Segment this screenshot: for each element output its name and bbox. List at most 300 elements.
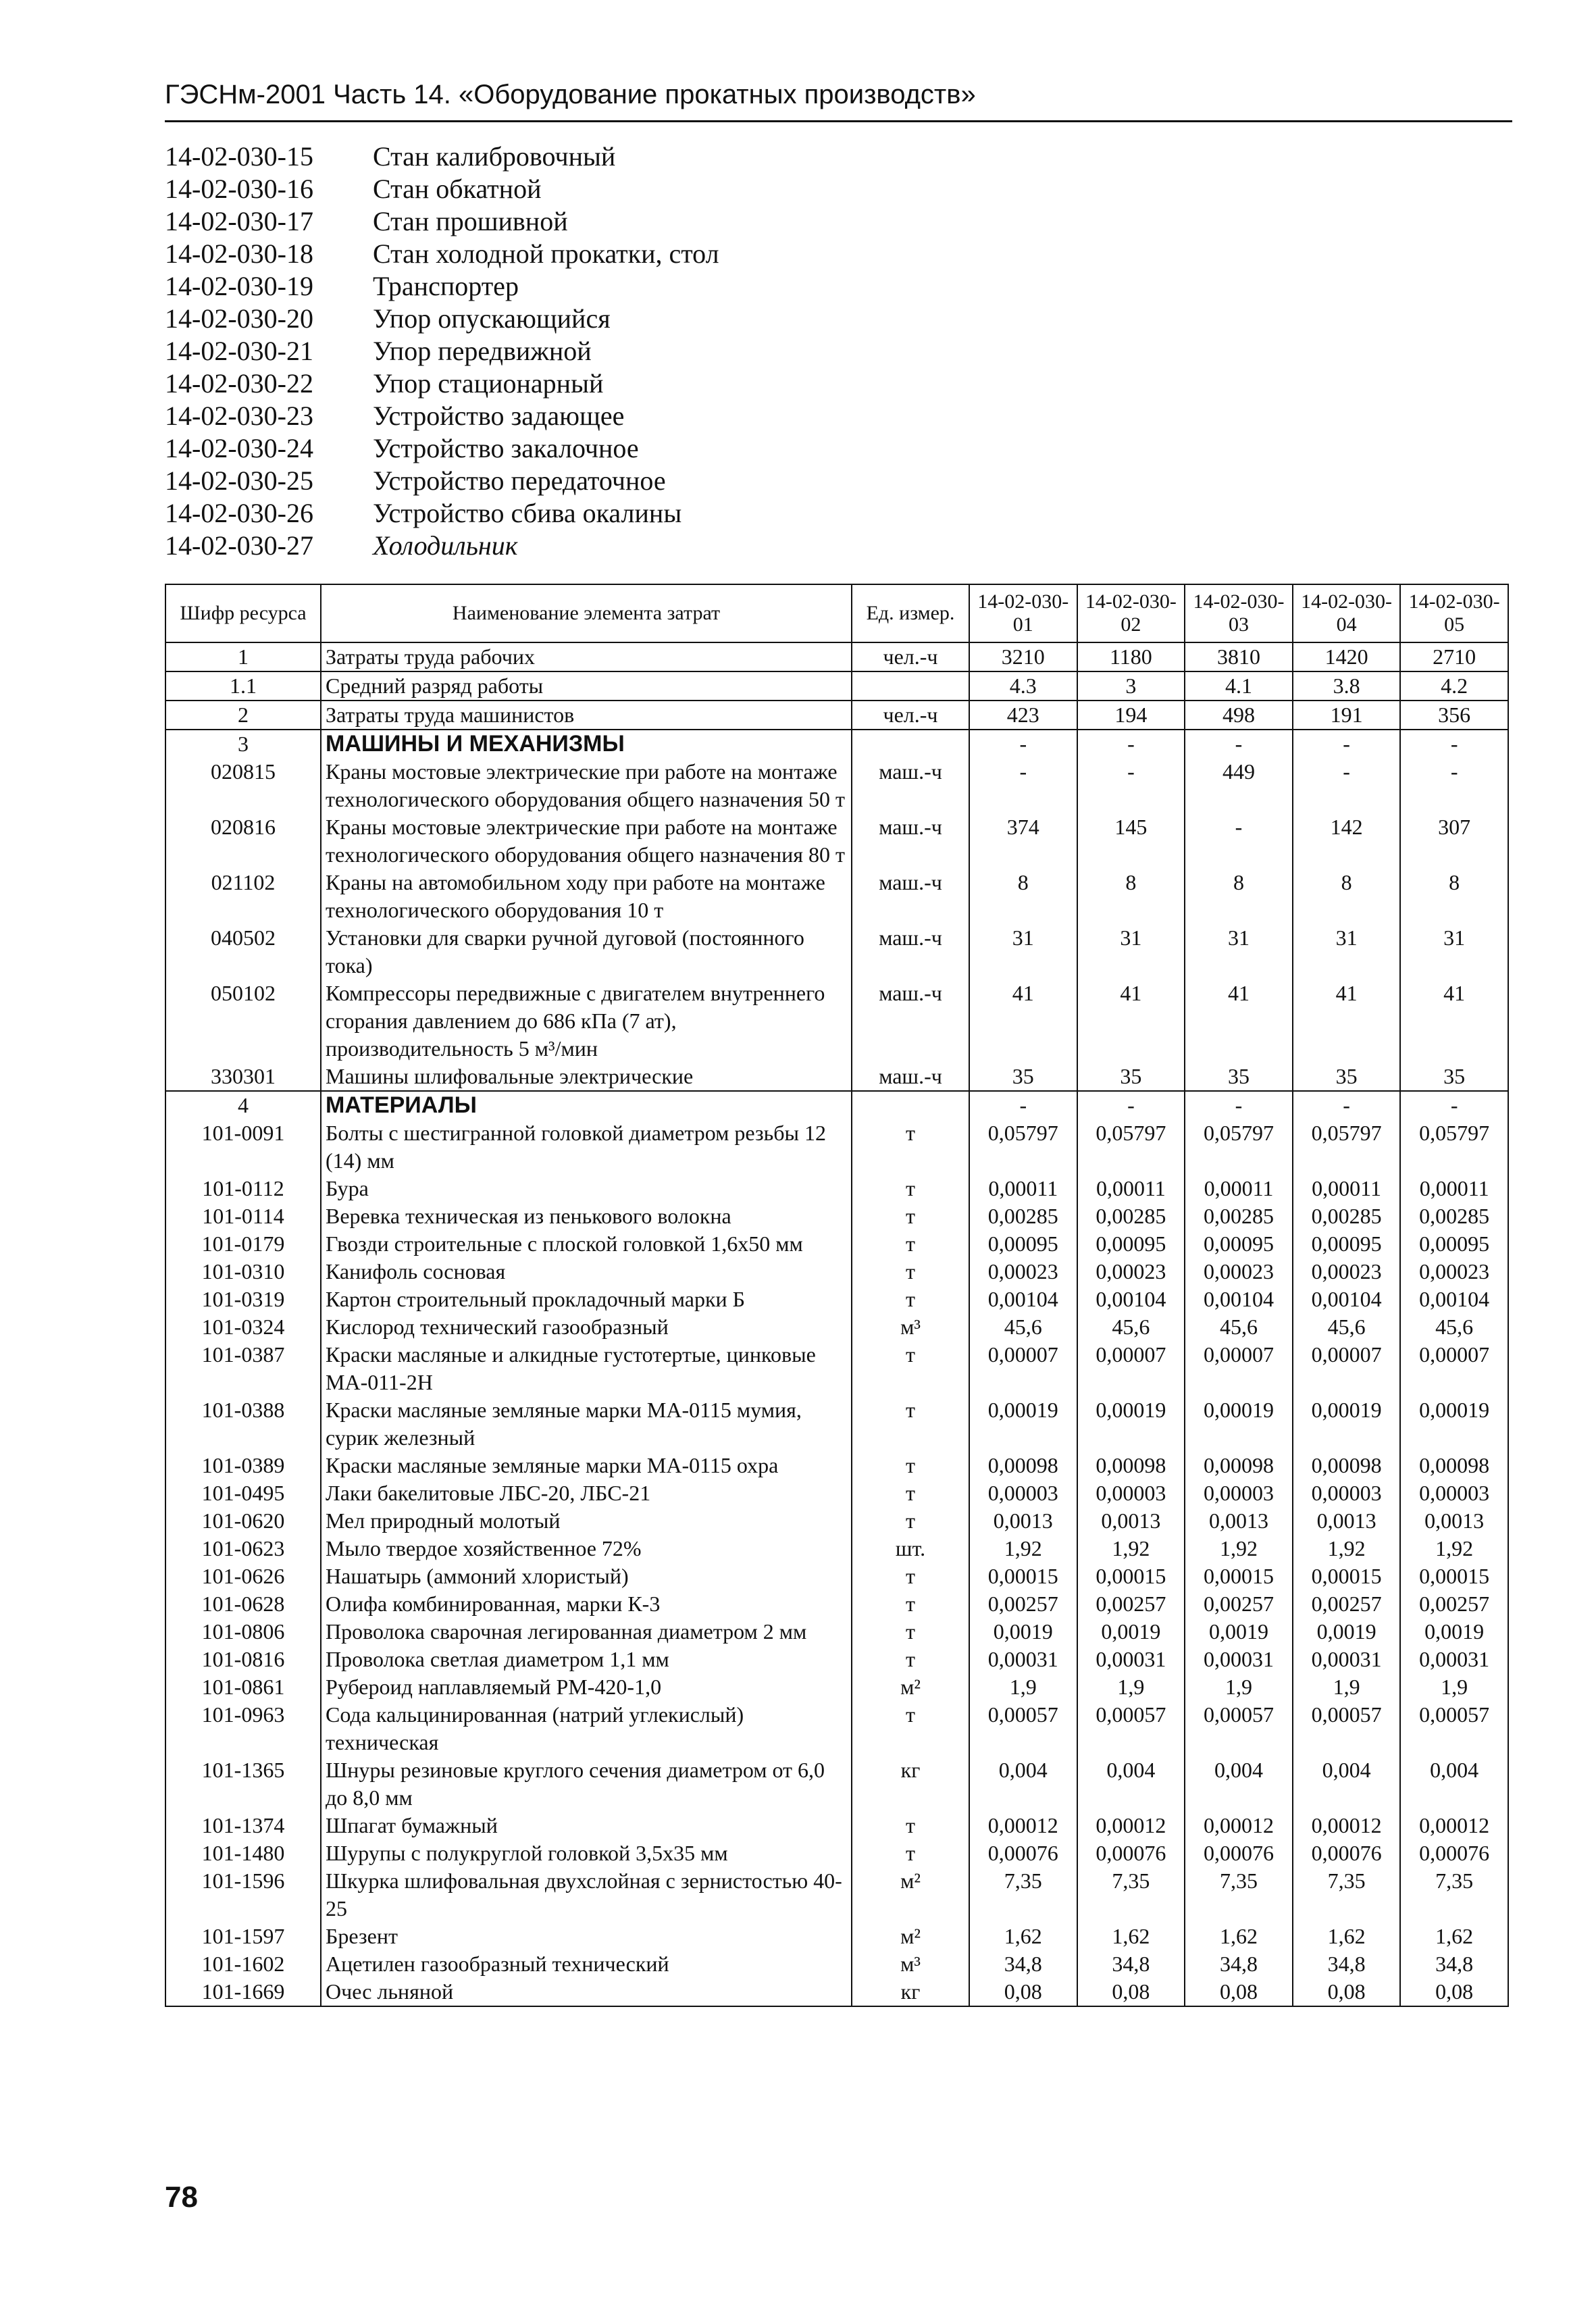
resource-list-code: 14-02-030-20 bbox=[165, 303, 313, 334]
cell-value: 0,00076 bbox=[1293, 1839, 1401, 1867]
cell-name: Болты с шестигранной головкой диаметром резьбы 12 (14) мм bbox=[321, 1119, 852, 1175]
cell-code: 101-0495 bbox=[165, 1479, 321, 1507]
cell-code: 101-0324 bbox=[165, 1313, 321, 1341]
cell-value: 0,00003 bbox=[1077, 1479, 1185, 1507]
cell-name: Олифа комбинированная, марки К-3 bbox=[321, 1590, 852, 1618]
cell-value: 0,08 bbox=[1077, 1978, 1185, 2006]
cell-value: 0,00057 bbox=[1185, 1701, 1293, 1756]
cell-value: 45,6 bbox=[1293, 1313, 1401, 1341]
cell-value: 1,92 bbox=[1077, 1535, 1185, 1562]
resource-list-name: Устройство закалочное bbox=[373, 433, 639, 463]
cell-value: 0,00104 bbox=[1185, 1286, 1293, 1313]
cell-value: 0,00015 bbox=[1077, 1562, 1185, 1590]
table-row bbox=[165, 1507, 1508, 1535]
cell-name: Очес льняной bbox=[321, 1978, 852, 2006]
cell-value: 0,00019 bbox=[1185, 1396, 1293, 1452]
table-row bbox=[165, 758, 1508, 813]
cell-value: 1,62 bbox=[1077, 1923, 1185, 1950]
cell-value: 0,08 bbox=[1185, 1978, 1293, 2006]
resource-list-name: Стан холодной прокатки, стол bbox=[373, 238, 719, 269]
cell-value: 31 bbox=[1077, 924, 1185, 980]
cell-value: 0,00057 bbox=[1077, 1701, 1185, 1756]
cell-value: 3210 bbox=[969, 642, 1077, 671]
cell-value: 0,00012 bbox=[1185, 1812, 1293, 1839]
table-row bbox=[165, 1618, 1508, 1646]
cell-value: 45,6 bbox=[1400, 1313, 1508, 1341]
table-row bbox=[165, 1535, 1508, 1562]
cell-code: 101-1669 bbox=[165, 1978, 321, 2006]
cell-code: 101-0626 bbox=[165, 1562, 321, 1590]
cell-value: 0,00095 bbox=[1185, 1230, 1293, 1258]
cell-code: 101-1374 bbox=[165, 1812, 321, 1839]
cell-value: 0,00104 bbox=[1400, 1286, 1508, 1313]
cell-value: 0,00095 bbox=[1400, 1230, 1508, 1258]
cell-code: 101-0179 bbox=[165, 1230, 321, 1258]
table-row bbox=[165, 1341, 1508, 1396]
cell-name: Компрессоры передвижные с двигателем внутреннего сгорания давлением до 686 кПа (7 ат), производительность 5 м³/мин bbox=[321, 980, 852, 1063]
table-row bbox=[165, 1286, 1508, 1313]
cell-name: Затраты труда рабочих bbox=[321, 642, 852, 671]
cell-value: 0,00104 bbox=[1077, 1286, 1185, 1313]
table-row bbox=[165, 1867, 1508, 1923]
cell-code: 101-0861 bbox=[165, 1673, 321, 1701]
cell-value: 35 bbox=[969, 1063, 1077, 1091]
cell-value: 41 bbox=[1400, 980, 1508, 1063]
cell-value: - bbox=[1293, 730, 1401, 758]
header-col-5: 14-02-030-05 bbox=[1400, 584, 1508, 642]
cell-name: Мел природный молотый bbox=[321, 1507, 852, 1535]
cell-value: 0,004 bbox=[1400, 1756, 1508, 1812]
cell-value: 0,00076 bbox=[1077, 1839, 1185, 1867]
cell-value: 0,00003 bbox=[1185, 1479, 1293, 1507]
cell-value: 2710 bbox=[1400, 642, 1508, 671]
cell-value: 0,00257 bbox=[969, 1590, 1077, 1618]
cell-code: 101-0389 bbox=[165, 1452, 321, 1479]
cell-value: 0,00285 bbox=[1077, 1202, 1185, 1230]
cell-value: 191 bbox=[1293, 701, 1401, 730]
cell-unit: маш.-ч bbox=[852, 924, 969, 980]
cell-unit: т bbox=[852, 1396, 969, 1452]
cell-value: 0,00057 bbox=[1400, 1701, 1508, 1756]
table-row bbox=[165, 813, 1508, 869]
resource-list-name: Устройство передаточное bbox=[373, 465, 666, 496]
resource-list-name: Упор передвижной bbox=[373, 336, 592, 366]
cell-unit: т bbox=[852, 1646, 969, 1673]
cell-unit: т bbox=[852, 1341, 969, 1396]
cell-name: Шкурка шлифовальная двухслойная с зернистостью 40-25 bbox=[321, 1867, 852, 1923]
header-unit: Ед. измер. bbox=[852, 584, 969, 642]
cell-unit: т bbox=[852, 1202, 969, 1230]
cell-value: 34,8 bbox=[1400, 1950, 1508, 1978]
cell-value: 0,00023 bbox=[1293, 1258, 1401, 1286]
table-row bbox=[165, 1313, 1508, 1341]
resource-list-code: 14-02-030-24 bbox=[165, 433, 313, 463]
resource-list-item bbox=[165, 303, 1110, 335]
resource-list-item bbox=[165, 400, 1110, 432]
cell-value: 0,00076 bbox=[1400, 1839, 1508, 1867]
cell-name: Краны мостовые электрические при работе на монтаже технологического оборудования общего назначения 80 т bbox=[321, 813, 852, 869]
resource-list-code: 14-02-030-16 bbox=[165, 174, 313, 204]
cell-name: Бура bbox=[321, 1175, 852, 1202]
cell-name: Краски масляные и алкидные густотертые, цинковые МА-011-2Н bbox=[321, 1341, 852, 1396]
table-header-row bbox=[165, 584, 1508, 642]
cell-value: 7,35 bbox=[1293, 1867, 1401, 1923]
resource-list-name: Стан калибровочный bbox=[373, 141, 616, 172]
cell-unit: чел.-ч bbox=[852, 642, 969, 671]
table-row bbox=[165, 869, 1508, 924]
cell-value: 1,9 bbox=[1185, 1673, 1293, 1701]
cell-value: 0,0013 bbox=[969, 1507, 1077, 1535]
cell-code: 101-0963 bbox=[165, 1701, 321, 1756]
cell-value: 0,05797 bbox=[1185, 1119, 1293, 1175]
cell-name: Проволока сварочная легированная диаметром 2 мм bbox=[321, 1618, 852, 1646]
cell-value: 35 bbox=[1185, 1063, 1293, 1091]
cell-value: 0,00003 bbox=[1400, 1479, 1508, 1507]
cell-unit: м² bbox=[852, 1923, 969, 1950]
cell-value: 0,004 bbox=[1185, 1756, 1293, 1812]
cell-name: МАШИНЫ И МЕХАНИЗМЫ bbox=[321, 730, 852, 758]
resource-list-item bbox=[165, 335, 1110, 367]
cell-value: 0,00104 bbox=[969, 1286, 1077, 1313]
cell-value: 0,0013 bbox=[1400, 1507, 1508, 1535]
table-row bbox=[165, 1562, 1508, 1590]
cell-unit: т bbox=[852, 1812, 969, 1839]
cell-value: - bbox=[1185, 1091, 1293, 1119]
header-name: Наименование элемента затрат bbox=[321, 584, 852, 642]
resource-list-code: 14-02-030-27 bbox=[165, 530, 313, 561]
table-row bbox=[165, 1452, 1508, 1479]
cell-code: 020816 bbox=[165, 813, 321, 869]
cell-value: 1,92 bbox=[1293, 1535, 1401, 1562]
resource-list-name: Устройство сбива окалины bbox=[373, 498, 682, 528]
cell-unit bbox=[852, 730, 969, 758]
cell-value: 0,0019 bbox=[1400, 1618, 1508, 1646]
cell-unit bbox=[852, 671, 969, 701]
cell-code: 101-1597 bbox=[165, 1923, 321, 1950]
cell-value: 0,00007 bbox=[1077, 1341, 1185, 1396]
cell-value: 35 bbox=[1077, 1063, 1185, 1091]
cell-code: 050102 bbox=[165, 980, 321, 1063]
cell-value: 0,00012 bbox=[1400, 1812, 1508, 1839]
resource-list-code: 14-02-030-17 bbox=[165, 206, 313, 236]
cell-name: Гвозди строительные с плоской головкой 1,6х50 мм bbox=[321, 1230, 852, 1258]
cell-value: 34,8 bbox=[1185, 1950, 1293, 1978]
resource-list-item bbox=[165, 367, 1110, 400]
cell-value: 0,00023 bbox=[1077, 1258, 1185, 1286]
cell-value: 8 bbox=[969, 869, 1077, 924]
cell-value: - bbox=[1185, 813, 1293, 869]
resource-list-code: 14-02-030-18 bbox=[165, 238, 313, 269]
cell-name: Установки для сварки ручной дуговой (постоянного тока) bbox=[321, 924, 852, 980]
resource-list-item bbox=[165, 141, 1110, 173]
cell-value: 0,00015 bbox=[1400, 1562, 1508, 1590]
resource-list-item bbox=[165, 238, 1110, 270]
cell-value: 374 bbox=[969, 813, 1077, 869]
cell-value: 1,9 bbox=[1293, 1673, 1401, 1701]
cell-name: Нашатырь (аммоний хлористый) bbox=[321, 1562, 852, 1590]
cell-code: 101-0806 bbox=[165, 1618, 321, 1646]
cell-value: 34,8 bbox=[1077, 1950, 1185, 1978]
cell-name: МАТЕРИАЛЫ bbox=[321, 1091, 852, 1119]
cell-unit: маш.-ч bbox=[852, 980, 969, 1063]
cell-name: Мыло твердое хозяйственное 72% bbox=[321, 1535, 852, 1562]
table-row bbox=[165, 1479, 1508, 1507]
cell-code: 1.1 bbox=[165, 671, 321, 701]
table-row bbox=[165, 1202, 1508, 1230]
cell-value: 3 bbox=[1077, 671, 1185, 701]
cell-code: 101-0623 bbox=[165, 1535, 321, 1562]
cell-code: 101-0620 bbox=[165, 1507, 321, 1535]
header-rule bbox=[165, 120, 1512, 122]
table-row bbox=[165, 1756, 1508, 1812]
resource-list-code: 14-02-030-26 bbox=[165, 498, 313, 528]
cell-code: 101-0628 bbox=[165, 1590, 321, 1618]
resource-table bbox=[165, 584, 1509, 2007]
cell-value: 7,35 bbox=[969, 1867, 1077, 1923]
cell-unit: т bbox=[852, 1618, 969, 1646]
cell-value: 0,004 bbox=[969, 1756, 1077, 1812]
resource-list-code: 14-02-030-22 bbox=[165, 368, 313, 399]
cell-value: 0,00003 bbox=[1293, 1479, 1401, 1507]
cell-name: Краны на автомобильном ходу при работе на монтаже технологического оборудования 10 т bbox=[321, 869, 852, 924]
table-row bbox=[165, 1923, 1508, 1950]
cell-unit: маш.-ч bbox=[852, 758, 969, 813]
cell-unit: т bbox=[852, 1452, 969, 1479]
cell-value: 0,00012 bbox=[969, 1812, 1077, 1839]
cell-value: 0,00098 bbox=[969, 1452, 1077, 1479]
cell-value: 0,00015 bbox=[1293, 1562, 1401, 1590]
cell-code: 101-0319 bbox=[165, 1286, 321, 1313]
cell-name: Шурупы с полукруглой головкой 3,5х35 мм bbox=[321, 1839, 852, 1867]
cell-unit: м³ bbox=[852, 1313, 969, 1341]
cell-code: 101-0091 bbox=[165, 1119, 321, 1175]
header-col-4: 14-02-030-04 bbox=[1293, 584, 1401, 642]
cell-value: 0,00098 bbox=[1185, 1452, 1293, 1479]
cell-value: 0,004 bbox=[1293, 1756, 1401, 1812]
table-row bbox=[165, 1839, 1508, 1867]
cell-value: - bbox=[1293, 1091, 1401, 1119]
cell-value: 0,00285 bbox=[1293, 1202, 1401, 1230]
cell-value: 0,00285 bbox=[969, 1202, 1077, 1230]
cell-unit: м² bbox=[852, 1867, 969, 1923]
cell-unit: маш.-ч bbox=[852, 1063, 969, 1091]
table-row bbox=[165, 924, 1508, 980]
cell-value: 0,00012 bbox=[1293, 1812, 1401, 1839]
cell-code: 020815 bbox=[165, 758, 321, 813]
resource-list-name: Стан обкатной bbox=[373, 174, 542, 204]
resource-list-name: Устройство задающее bbox=[373, 401, 625, 431]
resource-list-code: 14-02-030-15 bbox=[165, 141, 313, 172]
table-row bbox=[165, 1701, 1508, 1756]
cell-name: Краски масляные земляные марки МА-0115 охра bbox=[321, 1452, 852, 1479]
cell-value: 8 bbox=[1185, 869, 1293, 924]
cell-name: Машины шлифовальные электрические bbox=[321, 1063, 852, 1091]
cell-value: 0,00076 bbox=[969, 1839, 1077, 1867]
cell-value: 0,00011 bbox=[1185, 1175, 1293, 1202]
cell-value: 31 bbox=[1185, 924, 1293, 980]
cell-value: - bbox=[1077, 758, 1185, 813]
cell-value: 0,00095 bbox=[1077, 1230, 1185, 1258]
table-row bbox=[165, 701, 1508, 730]
cell-value: 0,0019 bbox=[1185, 1618, 1293, 1646]
resource-list-item bbox=[165, 530, 1110, 562]
resource-list-code: 14-02-030-21 bbox=[165, 336, 313, 366]
cell-value: 0,00011 bbox=[1077, 1175, 1185, 1202]
table-row bbox=[165, 730, 1508, 758]
cell-value: 0,00015 bbox=[1185, 1562, 1293, 1590]
cell-unit: маш.-ч bbox=[852, 813, 969, 869]
cell-value: 31 bbox=[1400, 924, 1508, 980]
cell-value: 1,9 bbox=[1400, 1673, 1508, 1701]
cell-code: 101-1602 bbox=[165, 1950, 321, 1978]
cell-name: Краски масляные земляные марки МА-0115 мумия, сурик железный bbox=[321, 1396, 852, 1452]
cell-unit: т bbox=[852, 1839, 969, 1867]
cell-value: - bbox=[1077, 730, 1185, 758]
cell-value: 194 bbox=[1077, 701, 1185, 730]
cell-value: 0,00098 bbox=[1293, 1452, 1401, 1479]
resource-list-item bbox=[165, 173, 1110, 205]
resource-list-name: Транспортер bbox=[373, 271, 519, 301]
cell-value: 0,00019 bbox=[969, 1396, 1077, 1452]
cell-value: - bbox=[1293, 758, 1401, 813]
cell-value: 145 bbox=[1077, 813, 1185, 869]
cell-name: Брезент bbox=[321, 1923, 852, 1950]
cell-value: 0,05797 bbox=[969, 1119, 1077, 1175]
cell-value: 0,00007 bbox=[969, 1341, 1077, 1396]
cell-value: 0,00104 bbox=[1293, 1286, 1401, 1313]
cell-name: Проволока светлая диаметром 1,1 мм bbox=[321, 1646, 852, 1673]
cell-value: 0,00285 bbox=[1400, 1202, 1508, 1230]
table-row bbox=[165, 1091, 1508, 1119]
cell-value: 0,00019 bbox=[1077, 1396, 1185, 1452]
cell-unit: шт. bbox=[852, 1535, 969, 1562]
cell-value: 0,00031 bbox=[969, 1646, 1077, 1673]
resource-list-item bbox=[165, 270, 1110, 303]
cell-value: 0,00012 bbox=[1077, 1812, 1185, 1839]
cell-name: Канифоль сосновая bbox=[321, 1258, 852, 1286]
cell-code: 101-1365 bbox=[165, 1756, 321, 1812]
resource-list-code: 14-02-030-25 bbox=[165, 465, 313, 496]
cell-code: 021102 bbox=[165, 869, 321, 924]
table-row bbox=[165, 642, 1508, 671]
cell-unit: м² bbox=[852, 1673, 969, 1701]
cell-value: - bbox=[1400, 758, 1508, 813]
cell-value: 1,9 bbox=[969, 1673, 1077, 1701]
cell-value: 0,00003 bbox=[969, 1479, 1077, 1507]
table-row bbox=[165, 1175, 1508, 1202]
cell-value: 0,08 bbox=[969, 1978, 1077, 2006]
resource-list-item bbox=[165, 432, 1110, 465]
resource-list-item bbox=[165, 497, 1110, 530]
cell-value: 1,62 bbox=[1400, 1923, 1508, 1950]
resource-list-name: Упор стационарный bbox=[373, 368, 604, 399]
cell-value: 3810 bbox=[1185, 642, 1293, 671]
cell-code: 101-0816 bbox=[165, 1646, 321, 1673]
table-row bbox=[165, 1063, 1508, 1091]
cell-unit: т bbox=[852, 1590, 969, 1618]
cell-value: 0,00057 bbox=[1293, 1701, 1401, 1756]
cell-code: 101-1596 bbox=[165, 1867, 321, 1923]
cell-value: 41 bbox=[969, 980, 1077, 1063]
cell-value: 0,08 bbox=[1400, 1978, 1508, 2006]
cell-name: Ацетилен газообразный технический bbox=[321, 1950, 852, 1978]
cell-value: - bbox=[969, 730, 1077, 758]
cell-value: 1,92 bbox=[1400, 1535, 1508, 1562]
cell-value: 41 bbox=[1077, 980, 1185, 1063]
cell-unit: т bbox=[852, 1258, 969, 1286]
cell-value: 0,00257 bbox=[1077, 1590, 1185, 1618]
cell-value: 0,0013 bbox=[1077, 1507, 1185, 1535]
cell-name: Средний разряд работы bbox=[321, 671, 852, 701]
cell-value: 3.8 bbox=[1293, 671, 1401, 701]
cell-unit: т bbox=[852, 1230, 969, 1258]
table-row bbox=[165, 1646, 1508, 1673]
table-row bbox=[165, 671, 1508, 701]
cell-value: 0,00095 bbox=[1293, 1230, 1401, 1258]
header-col-1: 14-02-030-01 bbox=[969, 584, 1077, 642]
cell-unit bbox=[852, 1091, 969, 1119]
cell-unit: т bbox=[852, 1286, 969, 1313]
cell-name: Шпагат бумажный bbox=[321, 1812, 852, 1839]
cell-value: 0,0019 bbox=[1077, 1618, 1185, 1646]
cell-unit: маш.-ч bbox=[852, 869, 969, 924]
resource-list bbox=[165, 141, 1110, 562]
resource-list-code: 14-02-030-23 bbox=[165, 401, 313, 431]
cell-value: 4.1 bbox=[1185, 671, 1293, 701]
cell-code: 040502 bbox=[165, 924, 321, 980]
cell-value: 0,00285 bbox=[1185, 1202, 1293, 1230]
cell-name: Шнуры резиновые круглого сечения диаметром от 6,0 до 8,0 мм bbox=[321, 1756, 852, 1812]
cell-value: 423 bbox=[969, 701, 1077, 730]
page-number: 78 bbox=[165, 2181, 198, 2214]
cell-value: 0,00057 bbox=[969, 1701, 1077, 1756]
cell-value: 35 bbox=[1400, 1063, 1508, 1091]
table-row bbox=[165, 1812, 1508, 1839]
cell-value: 0,00098 bbox=[1077, 1452, 1185, 1479]
cell-value: 0,0019 bbox=[969, 1618, 1077, 1646]
cell-unit: т bbox=[852, 1507, 969, 1535]
table-row bbox=[165, 1978, 1508, 2006]
cell-value: 0,00095 bbox=[969, 1230, 1077, 1258]
resource-list-item bbox=[165, 205, 1110, 238]
cell-code: 1 bbox=[165, 642, 321, 671]
cell-value: 4.2 bbox=[1400, 671, 1508, 701]
cell-value: 7,35 bbox=[1185, 1867, 1293, 1923]
cell-value: 34,8 bbox=[1293, 1950, 1401, 1978]
table-row bbox=[165, 1673, 1508, 1701]
cell-name: Краны мостовые электрические при работе на монтаже технологического оборудования общего назначения 50 т bbox=[321, 758, 852, 813]
cell-value: - bbox=[969, 1091, 1077, 1119]
cell-value: 1,92 bbox=[1185, 1535, 1293, 1562]
cell-unit: кг bbox=[852, 1756, 969, 1812]
table-row bbox=[165, 1590, 1508, 1618]
cell-value: 34,8 bbox=[969, 1950, 1077, 1978]
cell-value: 45,6 bbox=[969, 1313, 1077, 1341]
cell-code: 101-0310 bbox=[165, 1258, 321, 1286]
header-col-2: 14-02-030-02 bbox=[1077, 584, 1185, 642]
cell-value: 0,00007 bbox=[1293, 1341, 1401, 1396]
cell-code: 330301 bbox=[165, 1063, 321, 1091]
cell-code: 101-0388 bbox=[165, 1396, 321, 1452]
cell-unit: т bbox=[852, 1562, 969, 1590]
cell-value: 0,00011 bbox=[1400, 1175, 1508, 1202]
cell-value: 1,62 bbox=[1293, 1923, 1401, 1950]
cell-value: 8 bbox=[1077, 869, 1185, 924]
cell-unit: т bbox=[852, 1175, 969, 1202]
cell-value: 449 bbox=[1185, 758, 1293, 813]
cell-value: 0,0013 bbox=[1185, 1507, 1293, 1535]
cell-value: 4.3 bbox=[969, 671, 1077, 701]
